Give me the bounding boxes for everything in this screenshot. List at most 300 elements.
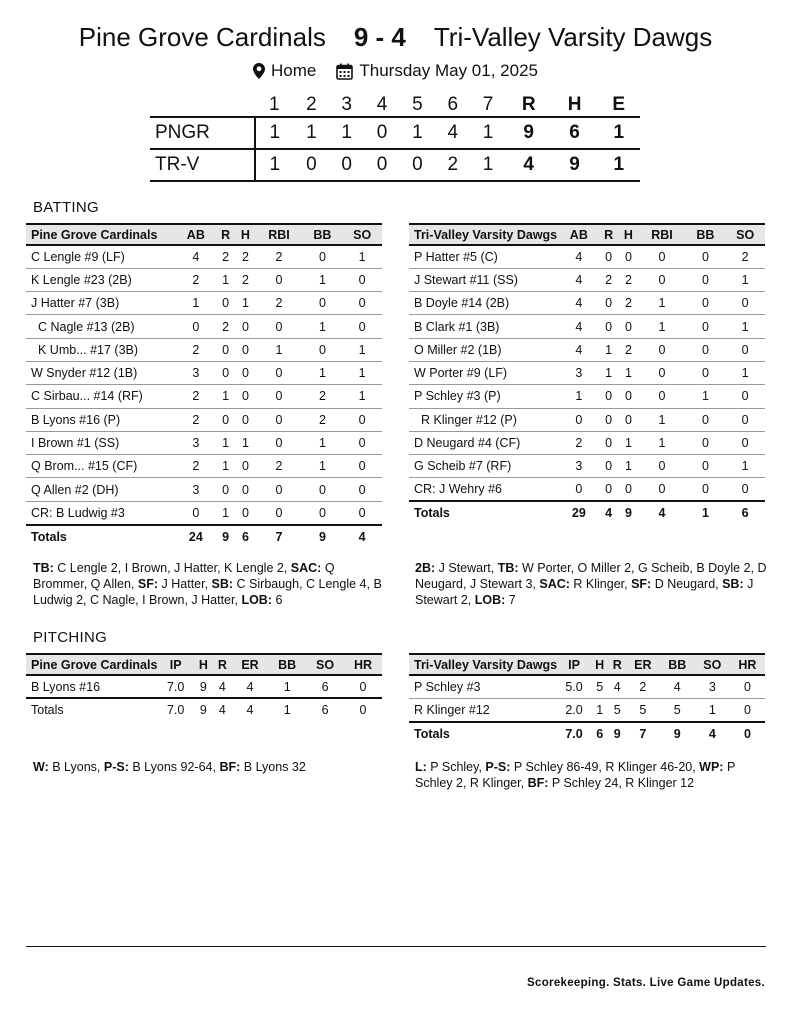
stat-cell: 0 [176, 315, 216, 338]
stat-cell: 4 [559, 338, 599, 361]
home-batting-table [26, 223, 382, 548]
stat-cell: 0 [599, 385, 619, 408]
stat-cell: 0 [236, 455, 256, 478]
home-team-name: Pine Grove Cardinals [78, 22, 326, 52]
note-value: C Sirbaugh, C Lengle 4, B Ludwig 2, C Nagle, I Brown, J Hatter, [33, 577, 382, 607]
stat-cell: 0 [686, 268, 726, 291]
linescore-team-header [150, 94, 255, 117]
stat-cell: 0 [559, 408, 599, 431]
away-pitching-table [409, 653, 765, 745]
stat-cell: 0 [559, 478, 599, 501]
stat-cell: 0 [725, 478, 765, 501]
player-name: Q Brom... #15 (CF) [26, 455, 176, 478]
player-name: B Lyons #16 (P) [26, 408, 176, 431]
stat-cell: 0 [236, 385, 256, 408]
player-name: CR: B Ludwig #3 [26, 501, 176, 524]
stat-cell: 2 [599, 268, 619, 291]
table-row [409, 361, 765, 384]
note-value: P Schley 24, R Klinger 12 [548, 776, 695, 790]
stat-cell: 1 [695, 698, 730, 721]
stat-cell: 0 [686, 455, 726, 478]
stat-cell: 0 [303, 245, 343, 268]
stat-cell: 2 [255, 292, 302, 315]
note-key: TB: [33, 561, 54, 575]
stat-cell: 1 [303, 361, 343, 384]
batting-section-label: BATTING [33, 199, 99, 216]
stat-cell: 2 [255, 455, 302, 478]
stat-cell: 0 [236, 338, 256, 361]
note-value: C Lengle 2, I Brown, J Hatter, K Lengle 2, [53, 561, 291, 575]
totals-cell: 6 [741, 506, 749, 521]
stat-cell: 1 [236, 292, 256, 315]
stat-cell: 1 [638, 315, 685, 338]
stat-cell: 0 [686, 431, 726, 454]
stat-cell: 0 [303, 501, 343, 524]
totals-row [26, 698, 382, 721]
stat-cell: 0 [725, 385, 765, 408]
table-row [409, 698, 765, 721]
location-label: Home [271, 61, 317, 80]
game-date [336, 61, 538, 81]
note-value: B Lyons 32 [240, 760, 306, 774]
linescore-table [150, 94, 640, 182]
player-name: Q Allen #2 (DH) [26, 478, 176, 501]
player-name: C Nagle #13 (2B) [26, 315, 176, 338]
home-pitching-table [26, 653, 382, 722]
stat-cell: 1 [255, 338, 302, 361]
stat-cell: 1 [342, 338, 382, 361]
stat-cell: 1 [216, 455, 236, 478]
linescore-header-4: 4 [376, 94, 388, 115]
player-name: R Klinger #12 (P) [409, 408, 559, 431]
linescore-header-7: 7 [482, 94, 494, 115]
stat-cell: 2 [255, 245, 302, 268]
linescore-inning-cell: 0 [306, 154, 317, 175]
note-key: WP: [699, 760, 724, 774]
stat-cell: 7.0 [157, 675, 193, 698]
stat-cell: 0 [236, 408, 256, 431]
stat-cell: 1 [599, 338, 619, 361]
stat-cell: 0 [619, 385, 639, 408]
table-row [409, 478, 765, 501]
linescore-h-cell: 6 [569, 122, 580, 143]
stat-column-header: AB [186, 227, 205, 242]
stat-cell: 0 [342, 431, 382, 454]
stat-cell: 2 [619, 338, 639, 361]
stat-cell: 0 [255, 268, 302, 291]
stat-column-header: RBI [651, 227, 673, 242]
linescore-inning-cell: 0 [376, 122, 388, 143]
footer-tagline: Scorekeeping. Stats. Live Game Updates. [527, 977, 765, 989]
stat-cell: 0 [686, 361, 726, 384]
stat-cell: 1 [599, 361, 619, 384]
stat-cell: 0 [216, 408, 236, 431]
stat-cell: 2 [559, 431, 599, 454]
stat-cell: 1 [638, 431, 685, 454]
linescore-header-h: H [567, 94, 582, 115]
player-name: J Hatter #7 (3B) [26, 292, 176, 315]
game-location [253, 61, 316, 81]
note-value: B Lyons 92-64, [128, 760, 220, 774]
table-header-row [409, 654, 765, 675]
stat-cell: 0 [342, 315, 382, 338]
totals-label: Totals [414, 726, 450, 741]
stat-column-header: HR [738, 657, 757, 672]
stat-cell: 0 [216, 361, 236, 384]
table-row [409, 385, 765, 408]
stat-cell: 0 [255, 408, 302, 431]
table-row [409, 338, 765, 361]
totals-cell: 7.0 [166, 703, 185, 718]
table-row [26, 385, 382, 408]
note-value: J Hatter, [158, 577, 212, 591]
calendar-icon [336, 63, 353, 80]
stat-cell: 4 [559, 245, 599, 268]
linescore-e-cell: 1 [613, 154, 625, 175]
stat-cell: 2.0 [557, 698, 591, 721]
stat-column-header: H [198, 657, 208, 672]
stat-cell: 1 [216, 385, 236, 408]
table-row [26, 478, 382, 501]
stat-column-header: H [240, 227, 250, 242]
stat-cell: 2 [725, 245, 765, 268]
table-row [26, 431, 382, 454]
linescore-h-cell: 9 [569, 154, 580, 175]
footer-divider [26, 946, 766, 947]
note-key: TB: [497, 561, 519, 575]
stat-cell: 4 [232, 675, 268, 698]
table-row [409, 408, 765, 431]
stat-cell: 0 [255, 315, 302, 338]
note-value: J Stewart 2, [415, 577, 754, 607]
stat-cell: 5 [591, 675, 609, 698]
player-name: P Schley #3 [409, 675, 557, 698]
totals-cell: 9 [673, 726, 681, 741]
stat-cell: 1 [725, 455, 765, 478]
stat-column-header: R [221, 227, 231, 242]
stat-cell: 4 [559, 315, 599, 338]
home-pitching-notes [33, 759, 389, 775]
away-batting-table [409, 223, 765, 525]
stat-cell: 3 [695, 675, 730, 698]
stat-cell: 0 [342, 455, 382, 478]
note-value: P Schley, [426, 760, 486, 774]
stat-column-header: BB [278, 657, 297, 672]
stat-cell: 0 [725, 338, 765, 361]
stat-cell: 2 [176, 338, 216, 361]
stat-cell: 0 [638, 361, 685, 384]
totals-cell: 7 [275, 529, 283, 544]
stat-cell: 0 [255, 361, 302, 384]
note-key: P-S: [485, 760, 511, 774]
player-name: K Umb... #17 (3B) [26, 338, 176, 361]
table-row [26, 292, 382, 315]
note-key: SB: [722, 577, 744, 591]
stat-cell: 0 [638, 338, 685, 361]
note-value: D Neugard, [651, 577, 723, 591]
stat-cell: 4 [559, 292, 599, 315]
totals-row [26, 525, 382, 548]
linescore-header-r: R [521, 94, 536, 115]
table-row [409, 315, 765, 338]
stat-cell: 1 [619, 455, 639, 478]
stat-cell: 2 [216, 315, 236, 338]
stat-cell: 4 [559, 268, 599, 291]
table-row [26, 501, 382, 524]
stat-cell: 9 [194, 675, 213, 698]
stat-cell: 0 [236, 501, 256, 524]
table-row [409, 245, 765, 268]
table-row [409, 268, 765, 291]
stat-cell: 0 [344, 675, 382, 698]
date-label: Thursday May 01, 2025 [359, 61, 538, 80]
table-row [409, 675, 765, 698]
note-value: B Lyons, [48, 760, 104, 774]
linescore-r-cell: 4 [523, 154, 534, 175]
stat-cell: 6 [306, 675, 344, 698]
stat-cell: 0 [638, 385, 685, 408]
linescore-inning-cell: 1 [255, 117, 294, 149]
player-name: J Stewart #11 (SS) [409, 268, 559, 291]
totals-cell: 9 [222, 529, 230, 544]
stat-cell: 2 [626, 675, 660, 698]
note-value: 6 [272, 593, 283, 607]
stat-cell: 1 [686, 385, 726, 408]
totals-cell: 1 [283, 703, 291, 718]
stat-cell: 0 [216, 478, 236, 501]
table-header-row [409, 224, 765, 245]
linescore-inning-cell: 1 [412, 122, 423, 143]
table-row [26, 245, 382, 268]
totals-row [409, 501, 765, 524]
stat-column-header: IP [568, 657, 580, 672]
player-name: C Lengle #9 (LF) [26, 245, 176, 268]
stat-cell: 0 [303, 338, 343, 361]
team-column-header: Pine Grove Cardinals [31, 657, 158, 672]
stat-cell: 1 [303, 268, 343, 291]
stat-cell: 0 [619, 245, 639, 268]
linescore-row [150, 117, 640, 149]
player-name: G Scheib #7 (RF) [409, 455, 559, 478]
home-batting-notes [33, 560, 389, 608]
stat-column-header: SO [316, 657, 335, 672]
linescore-inning-cell: 1 [482, 122, 494, 143]
stat-cell: 0 [686, 478, 726, 501]
player-name: R Klinger #12 [409, 698, 557, 721]
stat-cell: 0 [342, 268, 382, 291]
away-pitching-notes [415, 759, 771, 791]
totals-cell: 4 [658, 506, 666, 521]
totals-cell: 0 [359, 703, 367, 718]
stat-cell: 1 [342, 385, 382, 408]
linescore-header-6: 6 [447, 94, 459, 115]
stat-cell: 1 [619, 361, 639, 384]
stat-cell: 0 [686, 245, 726, 268]
stat-cell: 2 [176, 385, 216, 408]
totals-cell: 6 [321, 703, 329, 718]
stat-cell: 0 [638, 245, 685, 268]
player-name: P Hatter #5 (C) [409, 245, 559, 268]
stat-cell: 0 [216, 338, 236, 361]
stat-cell: 0 [686, 315, 726, 338]
stat-cell: 0 [638, 478, 685, 501]
table-header-row [26, 654, 382, 675]
stat-cell: 0 [342, 292, 382, 315]
stat-cell: 4 [176, 245, 216, 268]
stat-cell: 0 [619, 478, 639, 501]
linescore-inning-cell: 0 [341, 154, 352, 175]
team-column-header: Pine Grove Cardinals [31, 227, 158, 242]
stat-cell: 2 [176, 408, 216, 431]
totals-cell: 9 [613, 726, 621, 741]
table-row [26, 675, 382, 698]
stat-column-header: H [595, 657, 605, 672]
totals-cell: 6 [241, 529, 249, 544]
linescore-header-2: 2 [306, 94, 317, 115]
stat-cell: 5 [626, 698, 660, 721]
totals-cell: 4 [218, 703, 226, 718]
stat-cell: 0 [342, 408, 382, 431]
totals-cell: 9 [318, 529, 326, 544]
stat-cell: 3 [559, 455, 599, 478]
stat-cell: 2 [176, 268, 216, 291]
stat-cell: 0 [686, 408, 726, 431]
stat-cell: 0 [255, 478, 302, 501]
stat-cell: 1 [303, 431, 343, 454]
linescore-inning-cell: 1 [482, 154, 494, 175]
stat-cell: 0 [638, 268, 685, 291]
stat-cell: 2 [176, 455, 216, 478]
stat-cell: 0 [176, 501, 216, 524]
player-name: W Porter #9 (LF) [409, 361, 559, 384]
stat-cell: 2 [216, 245, 236, 268]
note-key: SB: [211, 577, 234, 591]
stat-cell: 0 [599, 292, 619, 315]
stat-cell: 1 [303, 455, 343, 478]
stat-cell: 2 [619, 292, 639, 315]
stat-cell: 0 [236, 315, 256, 338]
stat-cell: 2 [619, 268, 639, 291]
stat-column-header: AB [569, 227, 588, 242]
linescore-inning-cell: 4 [447, 122, 459, 143]
game-info [0, 61, 791, 81]
totals-cell: 4 [246, 703, 254, 718]
stat-cell: 0 [725, 292, 765, 315]
linescore-header-1: 1 [269, 94, 280, 115]
stat-cell: 5 [660, 698, 695, 721]
stat-cell: 3 [559, 361, 599, 384]
note-value: J Stewart, [435, 561, 498, 575]
stat-cell: 0 [638, 455, 685, 478]
stat-column-header: BB [313, 227, 332, 242]
stat-cell: 0 [255, 385, 302, 408]
totals-label: Totals [414, 506, 450, 521]
linescore-row [150, 149, 640, 181]
totals-cell: 1 [701, 506, 709, 521]
stat-cell: 0 [599, 245, 619, 268]
stat-cell: 0 [686, 292, 726, 315]
note-key: L: [415, 760, 427, 774]
stat-cell: 2 [303, 385, 343, 408]
note-key: SAC: [539, 577, 570, 591]
linescore-team: PNGR [155, 122, 210, 143]
table-row [26, 455, 382, 478]
stat-cell: 3 [176, 478, 216, 501]
stat-column-header: HR [353, 657, 373, 672]
team-column-header: Tri-Valley Varsity Dawgs [414, 657, 558, 672]
note-key: BF: [527, 776, 549, 790]
player-name: B Clark #1 (3B) [409, 315, 559, 338]
linescore-header-e: E [612, 94, 626, 115]
linescore-header-5: 5 [412, 94, 423, 115]
note-key: BF: [219, 760, 241, 774]
stat-cell: 1 [268, 675, 306, 698]
stat-cell: 1 [725, 315, 765, 338]
map-pin-icon [253, 63, 265, 79]
stat-cell: 4 [608, 675, 626, 698]
table-header-row [26, 224, 382, 245]
note-key: 2B: [415, 561, 436, 575]
totals-cell: 9 [199, 703, 207, 718]
note-key: SAC: [290, 561, 322, 575]
stat-cell: 2 [303, 408, 343, 431]
linescore-inning-cell: 1 [341, 122, 352, 143]
stat-cell: 1 [619, 431, 639, 454]
stat-column-header: R [612, 657, 622, 672]
stat-cell: 1 [638, 292, 685, 315]
totals-cell: 6 [596, 726, 604, 741]
table-row [26, 268, 382, 291]
stat-cell: 1 [216, 431, 236, 454]
stat-cell: 1 [725, 268, 765, 291]
linescore-inning-cell: 2 [447, 154, 459, 175]
table-row [26, 361, 382, 384]
stat-cell: 0 [342, 478, 382, 501]
stat-cell: 3 [176, 361, 216, 384]
linescore-inning-cell: 1 [306, 122, 317, 143]
linescore-inning-cell: 0 [412, 154, 423, 175]
note-key: W: [33, 760, 49, 774]
note-value: Q Brommer, Q Allen, [33, 561, 335, 591]
linescore-header-3: 3 [341, 94, 352, 115]
player-name: K Lengle #23 (2B) [26, 268, 176, 291]
game-title [0, 22, 791, 53]
stat-cell: 3 [176, 431, 216, 454]
totals-cell: 7.0 [565, 726, 583, 741]
linescore-team: TR-V [155, 154, 200, 175]
linescore-inning-cell: 0 [376, 154, 388, 175]
stat-cell: 0 [730, 675, 765, 698]
table-row [26, 408, 382, 431]
totals-cell: 4 [605, 506, 613, 521]
stat-cell: 0 [255, 431, 302, 454]
totals-cell: 29 [571, 506, 586, 521]
stat-cell: 4 [660, 675, 695, 698]
player-name: CR: J Wehry #6 [409, 478, 559, 501]
stat-cell: 1 [216, 501, 236, 524]
note-key: LOB: [474, 593, 506, 607]
pitching-section-label: PITCHING [33, 629, 108, 646]
stat-cell: 0 [725, 431, 765, 454]
note-key: LOB: [241, 593, 272, 607]
table-row [409, 455, 765, 478]
stat-column-header: IP [169, 657, 182, 672]
stat-cell: 5.0 [557, 675, 591, 698]
stat-column-header: SO [353, 227, 372, 242]
note-key: P-S: [103, 760, 129, 774]
stat-column-header: SO [736, 227, 755, 242]
stat-cell: 1 [176, 292, 216, 315]
